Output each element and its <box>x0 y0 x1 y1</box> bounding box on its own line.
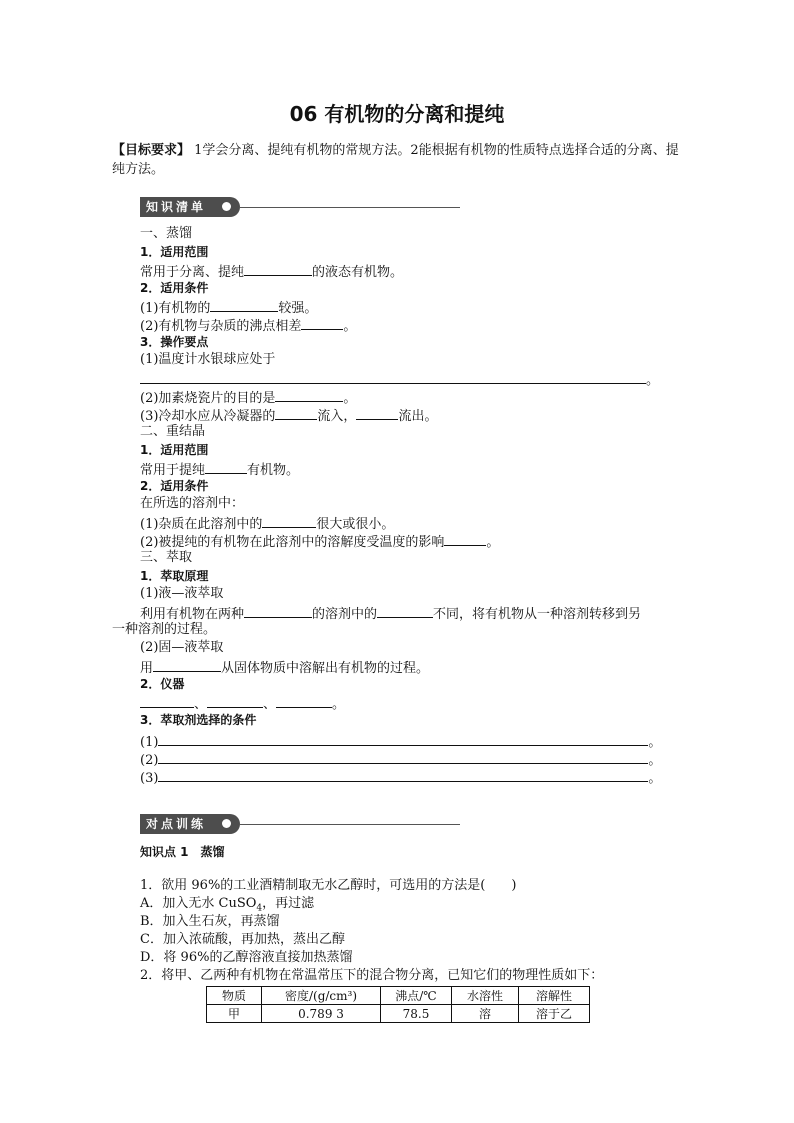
answer-blank[interactable] <box>377 603 433 618</box>
learning-goals <box>112 141 684 179</box>
question-1: 1．欲用 96%的工业酒精制取无水乙醇时，可选用的方法是( ) <box>140 878 517 893</box>
answer-blank[interactable] <box>205 459 247 474</box>
fill-line: 用 从固体物质中溶解出有机物的过程。 <box>140 657 429 678</box>
fill-line: 、 、 。 <box>140 693 345 714</box>
answer-blank[interactable] <box>244 603 312 618</box>
subheading: 3．操作要点 <box>140 335 209 349</box>
divider <box>240 207 460 208</box>
table-header: 物质 <box>207 987 262 1005</box>
fill-line: (2)有机物与杂质的沸点相差 。 <box>140 315 356 336</box>
fill-line: (2)被提纯的有机物在此溶剂中的溶解度受温度的影响 。 <box>140 531 499 552</box>
fill-line: (2) 。 <box>140 749 661 770</box>
section-heading: 二、重结晶 <box>140 424 206 439</box>
question-line: (2)固—液萃取 <box>140 640 224 655</box>
practice-banner <box>140 814 460 836</box>
table-cell: 溶于乙 <box>519 1005 590 1023</box>
table-header: 水溶性 <box>452 987 519 1005</box>
fill-line: 利用有机物在两种 的溶剂中的 不同，将有机物从一种溶剂转移到另 <box>140 603 641 624</box>
fill-line: 。 <box>140 369 659 390</box>
goal-label: 【目标要求】 <box>112 143 191 158</box>
option-c[interactable]: C．加入浓硫酸，再加热，蒸出乙醇 <box>140 932 345 947</box>
table-cell: 甲 <box>207 1005 262 1023</box>
subheading: 1．萃取原理 <box>140 569 209 583</box>
answer-blank[interactable] <box>275 405 317 420</box>
table-header-row <box>207 987 590 1005</box>
fill-line: (1) 。 <box>140 731 661 752</box>
option-b[interactable]: B．加入生石灰，再蒸馏 <box>140 914 280 929</box>
properties-table <box>206 986 590 1023</box>
fill-line: 常用于提纯 有机物。 <box>140 459 299 480</box>
answer-blank[interactable] <box>158 731 648 746</box>
table-header: 密度/(g/cm³) <box>262 987 381 1005</box>
fill-line: (3)冷却水应从冷凝器的 流入， 流出。 <box>140 405 437 426</box>
table-header: 沸点/℃ <box>381 987 452 1005</box>
question-line: 一种溶剂的过程。 <box>112 622 217 637</box>
goal-text: 1学会分离、提纯有机物的常规方法。2能根据有机物的性质特点选择合适的分离、提纯方法。 <box>112 143 679 177</box>
section-heading: 三、萃取 <box>140 550 193 565</box>
answer-blank[interactable] <box>210 297 278 312</box>
fill-line: 常用于分离、提纯 的液态有机物。 <box>140 261 403 282</box>
table-row <box>207 1005 590 1023</box>
answer-blank[interactable] <box>140 369 646 384</box>
banner-label: 对点训练 <box>140 814 240 834</box>
answer-blank[interactable] <box>244 261 312 276</box>
table-cell: 0.789 3 <box>262 1005 381 1023</box>
question-line: 在所选的溶剂中： <box>140 496 245 511</box>
option-a[interactable]: A．加入无水 CuSO$_4$，再过滤 <box>140 896 315 914</box>
divider <box>240 824 460 825</box>
knowledge-list-banner <box>140 197 460 219</box>
page-title: 06 有机物的分离和提纯 <box>289 102 505 126</box>
fill-line: (2)加素烧瓷片的目的是 。 <box>140 387 356 408</box>
subheading: 1．适用范围 <box>140 443 209 457</box>
subheading: 1．适用范围 <box>140 245 209 259</box>
table-header: 溶解性 <box>519 987 590 1005</box>
question-line: (1)温度计水银球应处于 <box>140 352 276 367</box>
knowledge-point-heading: 知识点 1 蒸馏 <box>140 845 225 859</box>
question-line: (1)液—液萃取 <box>140 586 224 601</box>
fill-line: (1)杂质在此溶剂中的 很大或很小。 <box>140 513 394 534</box>
table-cell: 78.5 <box>381 1005 452 1023</box>
section-heading: 一、蒸馏 <box>140 226 193 241</box>
answer-blank[interactable] <box>275 387 343 402</box>
bullet-dot-icon <box>222 202 231 211</box>
subheading: 3．萃取剂选择的条件 <box>140 713 257 727</box>
answer-blank[interactable] <box>301 315 343 330</box>
question-2: 2．将甲、乙两种有机物在常温常压下的混合物分离，已知它们的物理性质如下： <box>140 968 604 983</box>
answer-blank[interactable] <box>356 405 398 420</box>
table-cell: 溶 <box>452 1005 519 1023</box>
answer-blank[interactable] <box>158 749 648 764</box>
subheading: 2．适用条件 <box>140 281 209 295</box>
fill-line: (3) 。 <box>140 767 661 788</box>
answer-blank[interactable] <box>444 531 486 546</box>
fill-line: (1)有机物的 较强。 <box>140 297 317 318</box>
answer-blank[interactable] <box>158 767 648 782</box>
subheading: 2．适用条件 <box>140 479 209 493</box>
subheading: 2．仪器 <box>140 677 185 691</box>
option-d[interactable]: D．将 96%的乙醇溶液直接加热蒸馏 <box>140 950 353 965</box>
banner-label: 知识清单 <box>140 197 240 217</box>
answer-blank[interactable] <box>140 693 194 708</box>
bullet-dot-icon <box>222 819 231 828</box>
answer-blank[interactable] <box>153 657 221 672</box>
answer-blank[interactable] <box>262 513 316 528</box>
answer-blank[interactable] <box>276 693 332 708</box>
answer-blank[interactable] <box>207 693 263 708</box>
